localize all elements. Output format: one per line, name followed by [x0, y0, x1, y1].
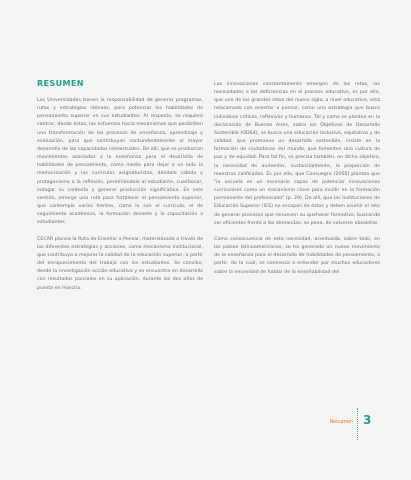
- abstract-paragraph-2: CECAR planea la Ruta de Enseñar a Pensar, materializada a través de los diferentes estrategias y acciones, como mecanismo institucional, que contribuya a mejorar la calidad de la educación superior, a partir del enriquecimiento del trabajo con los estudiantes. Se concibe, desde la investigación acción educativa y se encuentra en desarrollo con resultados parciales en su aplicación, durante los dos años de puesta en marcha.: [37, 236, 203, 291]
- body-paragraph-2: Como consecuencia de esta necesidad, acentuada, sobre todo, en los países latinoamericanos, se ha generado un nuevo movimiento de la enseñanza para el desarrollo de habilidades de pensamiento, a partir, de la cual, se comienza a entender por muchos educadores sobre la necesidad de hablar de la enseñabilidad del: [214, 237, 380, 275]
- page-number: 3: [363, 413, 372, 427]
- footer-divider: [357, 408, 358, 440]
- right-column: [214, 81, 380, 277]
- abstract-paragraph-1: Las Universidades tienen la responsabilidad de generar programas, rutas y estrategias idóneas, para potenciar las habilidades de pensamiento superior en sus estudiantes. Al respecto, se requiere centrar, desde éstas, los esfuerzos hacia mecanismos que posibiliten una transformación de los procesos de enseñanza, aprendizaje y evaluación, para que contribuyan contundentemente al mayor desarrollo de las capacidades intelectuales. De allí, que se produzcan movimientos asociados a la enseñanza para el desarrollo de habilidades de pensamiento, como medio para dejar a un lado la memorización y los currículos asignaturistas, dándole cabida y protagonismo a la reflexión, permitiéndole al estudiante, cuestionar, indagar su contexto y generar producción significativa. En este sentido, emerge una ruta para fortalecer el pensamiento superior, que contempla varios frentes, como lo son el currículo, el de seguimiento académico, la formación docente y la capacitación a estudiantes.: [37, 98, 203, 226]
- footer-section-label: Resumen: [329, 419, 353, 425]
- section-heading: RESUMEN: [37, 79, 84, 88]
- body-paragraph-1: Las innovaciones constantemente emergen de los retos, las necesidades o las deficiencias en el proceso educativo, es por ello, que uno de los grandes retos del nuevo siglo, a nivel educativo, está relacionado con enseñar a pensar, como una estrategia que busca individuos críticos, reflexivos y humanos. Tal y como se plantea en la declaración de Buenos Aires, sobre los Objetivos de Desarrollo Sostenible (ODS4), se busca una educación inclusiva, equitativa y de calidad, que promueva un desarrollo sostenible, insiste en la formación de ciudadanos del mundo, que fomenten una cultura de paz y de equidad. Para tal fin, se precisa también, en dicho objetivo, la necesidad de aumentar, sustancialmente, la proporción de maestros calificados. Es por ello, que Consuegra (2005) plantea que "la escuela es un escenario capaz de potenciar innovaciones curriculares como un mecanismo clave para incidir en la formación permanente del profesorado" (p. 29). De allí, que las Instituciones de Educación Superior (IES) no escapan de éstos y deben asumir el reto de generar procesos que renueven su quehacer formativo, buscando ser eficientes frente a las demandas, so pena, de volverse obsoletas.: [214, 82, 380, 226]
- left-column: [37, 97, 203, 293]
